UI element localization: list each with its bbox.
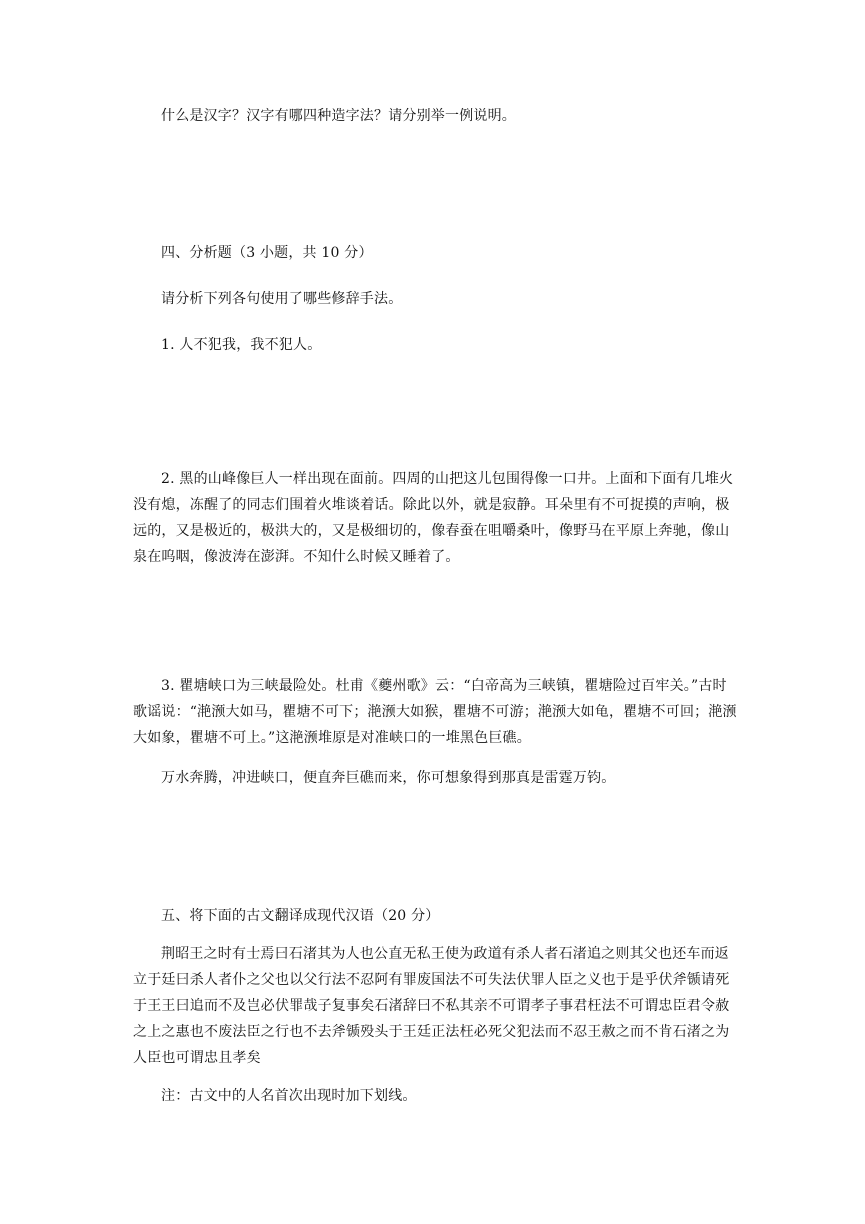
question-item-3: 3. 瞿塘峡口为三峡最险处。杜甫《夔州歌》云：“白帝高为三峡镇，瞿塘险过百牢关。”古时歌谣说：“滟滪大如马，瞿塘不可下；滟滪大如猴，瞿塘不可游；滟滪大如龟，瞿塘不可回；滟滪大如象，瞿塘不可上。”这滟滪堆原是对准峡口的一堆黑色巨礁。 — [133, 678, 737, 746]
question-item-1: 1. 人不犯我，我不犯人。 — [161, 337, 322, 353]
section4-heading: 四、分析题（3 小题，共 10 分） — [161, 245, 373, 261]
question-item-2: 2. 黑的山峰像巨人一样出现在面前。四周的山把这儿包围得像一口井。上面和下面有几堆火没有熄，冻醒了的同志们围着火堆谈着话。除此以外，就是寂静。耳朵里有不可捉摸的声响，极远的，又是极近的，极洪大的，又是极细切的，像春蚕在咀嚼桑叶，像野马在平原上奔驰，像山泉在呜咽，像波涛在澎湃。不知什么时候又睡着了。 — [133, 471, 734, 565]
section3-question: 什么是汉字？汉字有哪四种造字法？请分别举一例说明。 — [161, 108, 516, 124]
section5-heading: 五、将下面的古文翻译成现代汉语（20 分） — [161, 908, 440, 924]
question-item-3-continuation: 万水奔腾，冲进峡口，便直奔巨礁而来，你可想象得到那真是雷霆万钧。 — [161, 770, 616, 786]
classical-chinese-passage: 荆昭王之时有士焉曰石渚其为人也公直无私王使为政道有杀人者石渚追之则其父也还车而返立于廷曰杀人者仆之父也以父行法不忍阿有罪废国法不可失法伏罪人臣之义也于是乎伏斧锧请死于王王曰追而不及岂必伏罪哉子复事矣石渚辞曰不私其亲不可谓孝子事君枉法不可谓忠臣君令赦之上之惠也不废法臣之行也不去斧锧殁头于王廷正法枉必死父犯法而不忍王赦之而不肯石渚之为人臣也可谓忠且孝矣 — [133, 946, 730, 1066]
translation-note: 注：古文中的人名首次出现时加下划线。 — [161, 1088, 417, 1104]
section4-instruction: 请分析下列各句使用了哪些修辞手法。 — [161, 291, 403, 307]
